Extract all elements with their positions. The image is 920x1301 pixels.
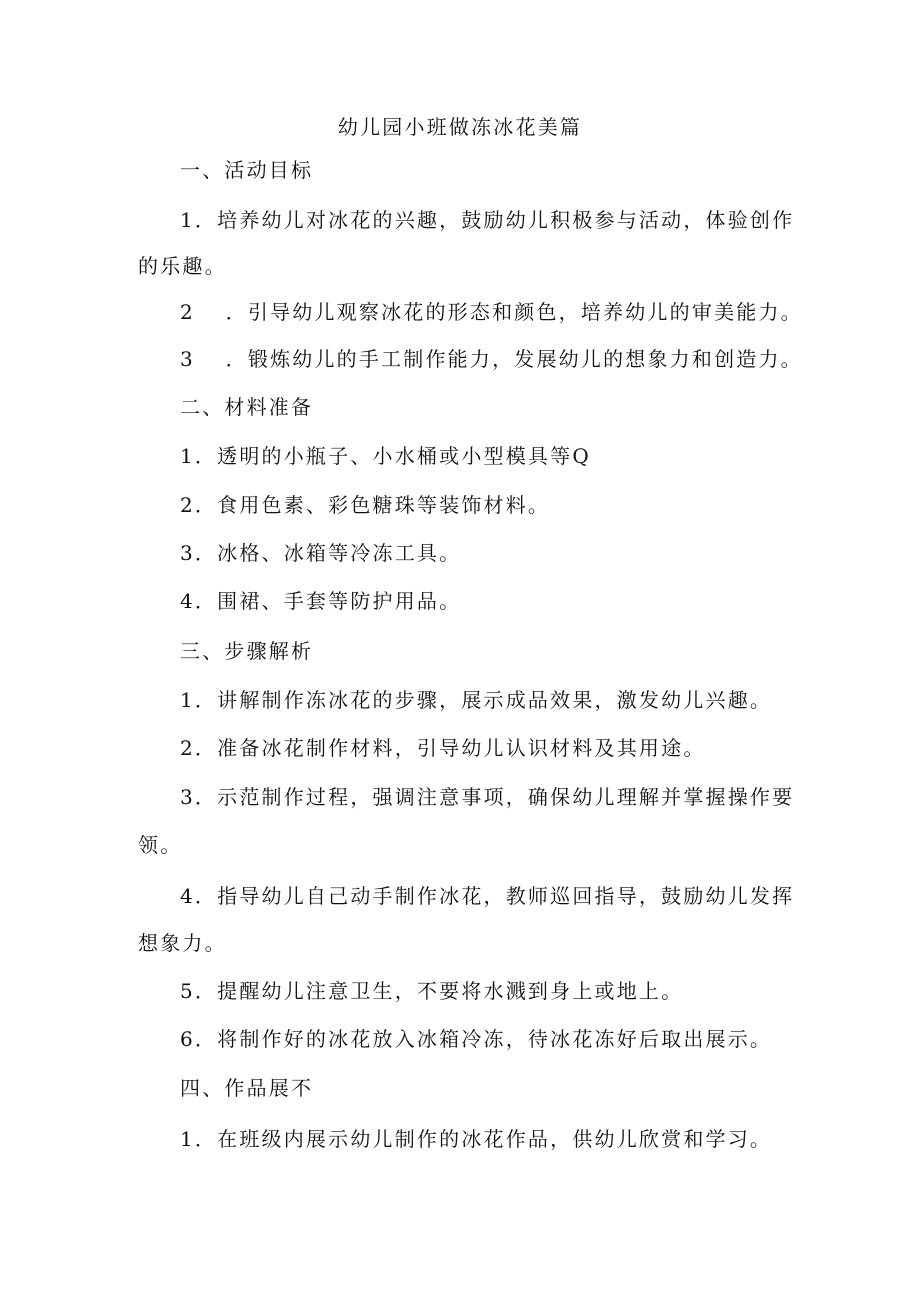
section-heading: 一、活动目标 bbox=[180, 158, 314, 182]
paragraph-continuation: 领。 bbox=[138, 833, 183, 857]
paragraph: 3．示范制作过程，强调注意事项，确保幼儿理解并掌握操作要 bbox=[180, 785, 795, 809]
section-heading: 四、作品展不 bbox=[180, 1076, 314, 1100]
paragraph: 2．准备冰花制作材料，引导幼儿认识材料及其用途。 bbox=[180, 736, 706, 760]
paragraph: 2．食用色素、彩色糖珠等装饰材料。 bbox=[180, 493, 551, 517]
paragraph: 1．讲解制作冻冰花的步骤，展示成品效果，激发幼儿兴趣。 bbox=[180, 688, 773, 712]
paragraph: 1．在班级内展示幼儿制作的冰花作品，供幼儿欣赏和学习。 bbox=[180, 1127, 773, 1151]
paragraph: 3．冰格、冰箱等冷冻工具。 bbox=[180, 541, 462, 565]
paragraph: 4．围裙、手套等防护用品。 bbox=[180, 589, 462, 613]
paragraph: 1．培养幼儿对冰花的兴趣，鼓励幼儿积极参与活动，体验创作 bbox=[180, 208, 795, 232]
paragraph: 4．指导幼儿自己动手制作冰花，教师巡回指导，鼓励幼儿发挥 bbox=[180, 884, 795, 908]
paragraph: 6．将制作好的冰花放入冰箱冷冻，待冰花冻好后取出展示。 bbox=[180, 1027, 773, 1051]
paragraph-continuation: 想象力。 bbox=[138, 931, 227, 955]
paragraph: 1．透明的小瓶子、小水桶或小型模具等Q bbox=[180, 444, 591, 468]
section-heading: 二、材料准备 bbox=[180, 395, 314, 419]
paragraph: 5．提醒幼儿注意卫生，不要将水溅到身上或地上。 bbox=[180, 979, 684, 1003]
section-heading: 三、步骤解析 bbox=[180, 639, 314, 663]
paragraph: 3 ．锻炼幼儿的手工制作能力，发展幼儿的想象力和创造力。 bbox=[180, 347, 803, 371]
paragraph: 2 ．引导幼儿观察冰花的形态和颜色，培养幼儿的审美能力。 bbox=[180, 300, 803, 324]
document-title: 幼儿园小班做冻冰花美篇 bbox=[337, 115, 583, 139]
paragraph-continuation: 的乐趣。 bbox=[138, 254, 227, 278]
